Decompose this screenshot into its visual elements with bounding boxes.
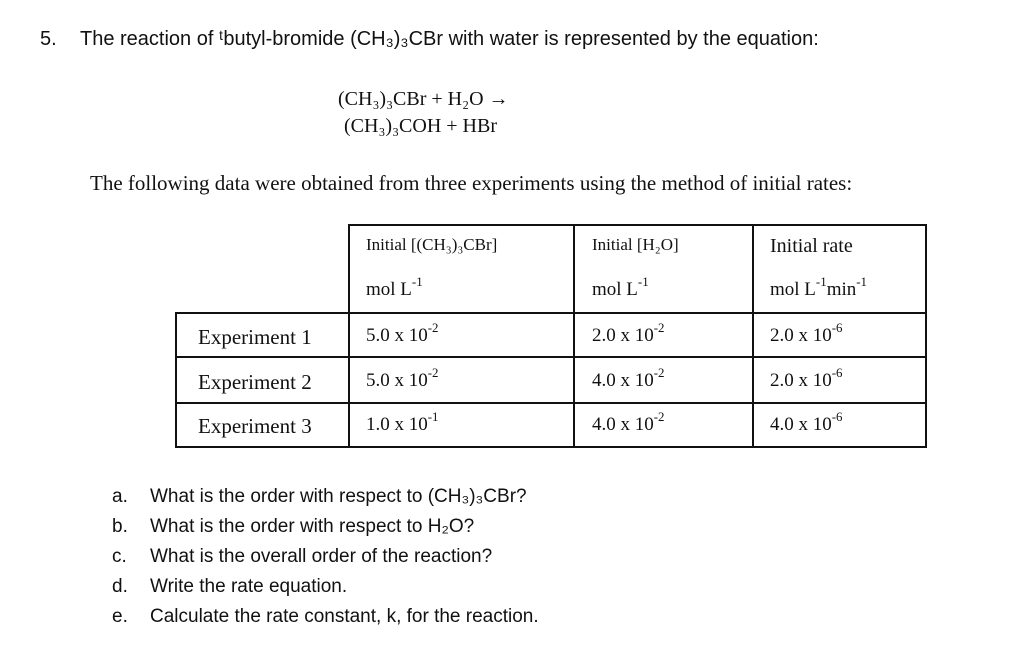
equation-line-2: (CH₃)₃COH + HBr <box>344 115 497 137</box>
row-label-experiment-3: Experiment 3 <box>198 414 312 438</box>
part-label: d. <box>112 576 128 597</box>
part-text: What is the order with respect to H₂O? <box>150 516 475 537</box>
part-text: What is the order with respect to (CH₃)₃CBr? <box>150 486 527 507</box>
table-border-top <box>348 224 927 226</box>
header-rate-unit: mol $L^{-1}\min^{-1}$ <box>770 273 868 300</box>
table-border-col1 <box>348 224 350 448</box>
question-text: The reaction of ᵗbutyl-bromide (CH₃)₃CBr with water is represented by the equation: <box>80 28 819 50</box>
question-parts-list <box>112 484 539 634</box>
header-ch3-initial: Initial [(CH₃)₃CBr] <box>366 235 498 254</box>
table-border-row3 <box>175 402 927 404</box>
cell-exp1-h2o: 2.0 x $10^{-2}$ <box>592 319 665 346</box>
part-text: Calculate the rate constant, k, for the reaction. <box>150 606 539 627</box>
part-label: b. <box>112 516 128 537</box>
header-rate-initial: Initial rate <box>770 235 853 257</box>
part-label: e. <box>112 606 128 627</box>
cell-exp3-h2o: 4.0 x $10^{-2}$ <box>592 408 665 435</box>
header-h2o-initial: Initial [H₂O] <box>592 235 679 254</box>
table-border-row2 <box>175 356 927 358</box>
row-label-experiment-1: Experiment 1 <box>198 325 312 349</box>
table-border-row1 <box>175 312 927 314</box>
intro-paragraph: The following data were obtained from three experiments using the method of initial rates: <box>90 171 853 195</box>
part-text: What is the overall order of the reaction? <box>150 546 493 567</box>
row-label-experiment-2: Experiment 2 <box>198 370 312 394</box>
question-part-c <box>112 544 539 574</box>
table-border-right <box>925 224 927 448</box>
cell-exp3-ch3: 1.0 x $10^{-1}$ <box>366 408 439 435</box>
table-border-col3 <box>752 224 754 448</box>
table-border-bottom <box>175 446 927 448</box>
question-part-b <box>112 514 539 544</box>
part-label: c. <box>112 546 127 567</box>
header-h2o-unit: mol $L^{-1}$ <box>592 273 649 300</box>
header-ch3-unit: mol $L^{-1}$ <box>366 273 423 300</box>
question-number: 5. <box>40 28 57 50</box>
cell-exp1-ch3: 5.0 x $10^{-2}$ <box>366 319 439 346</box>
cell-exp2-ch3: 5.0 x $10^{-2}$ <box>366 364 439 391</box>
equation-line-1: (CH₃)₃CBr + H₂O → <box>338 88 509 110</box>
cell-exp2-h2o: 4.0 x $10^{-2}$ <box>592 364 665 391</box>
table-border-col2 <box>573 224 575 448</box>
table-border-left <box>175 312 177 448</box>
question-part-a <box>112 484 539 514</box>
part-label: a. <box>112 486 128 507</box>
cell-exp3-rate: 4.0 x $10^{-6}$ <box>770 408 843 435</box>
question-part-e <box>112 604 539 634</box>
cell-exp2-rate: 2.0 x $10^{-6}$ <box>770 364 843 391</box>
question-part-d <box>112 574 539 604</box>
cell-exp1-rate: 2.0 x $10^{-6}$ <box>770 319 843 346</box>
part-text: Write the rate equation. <box>150 576 348 597</box>
